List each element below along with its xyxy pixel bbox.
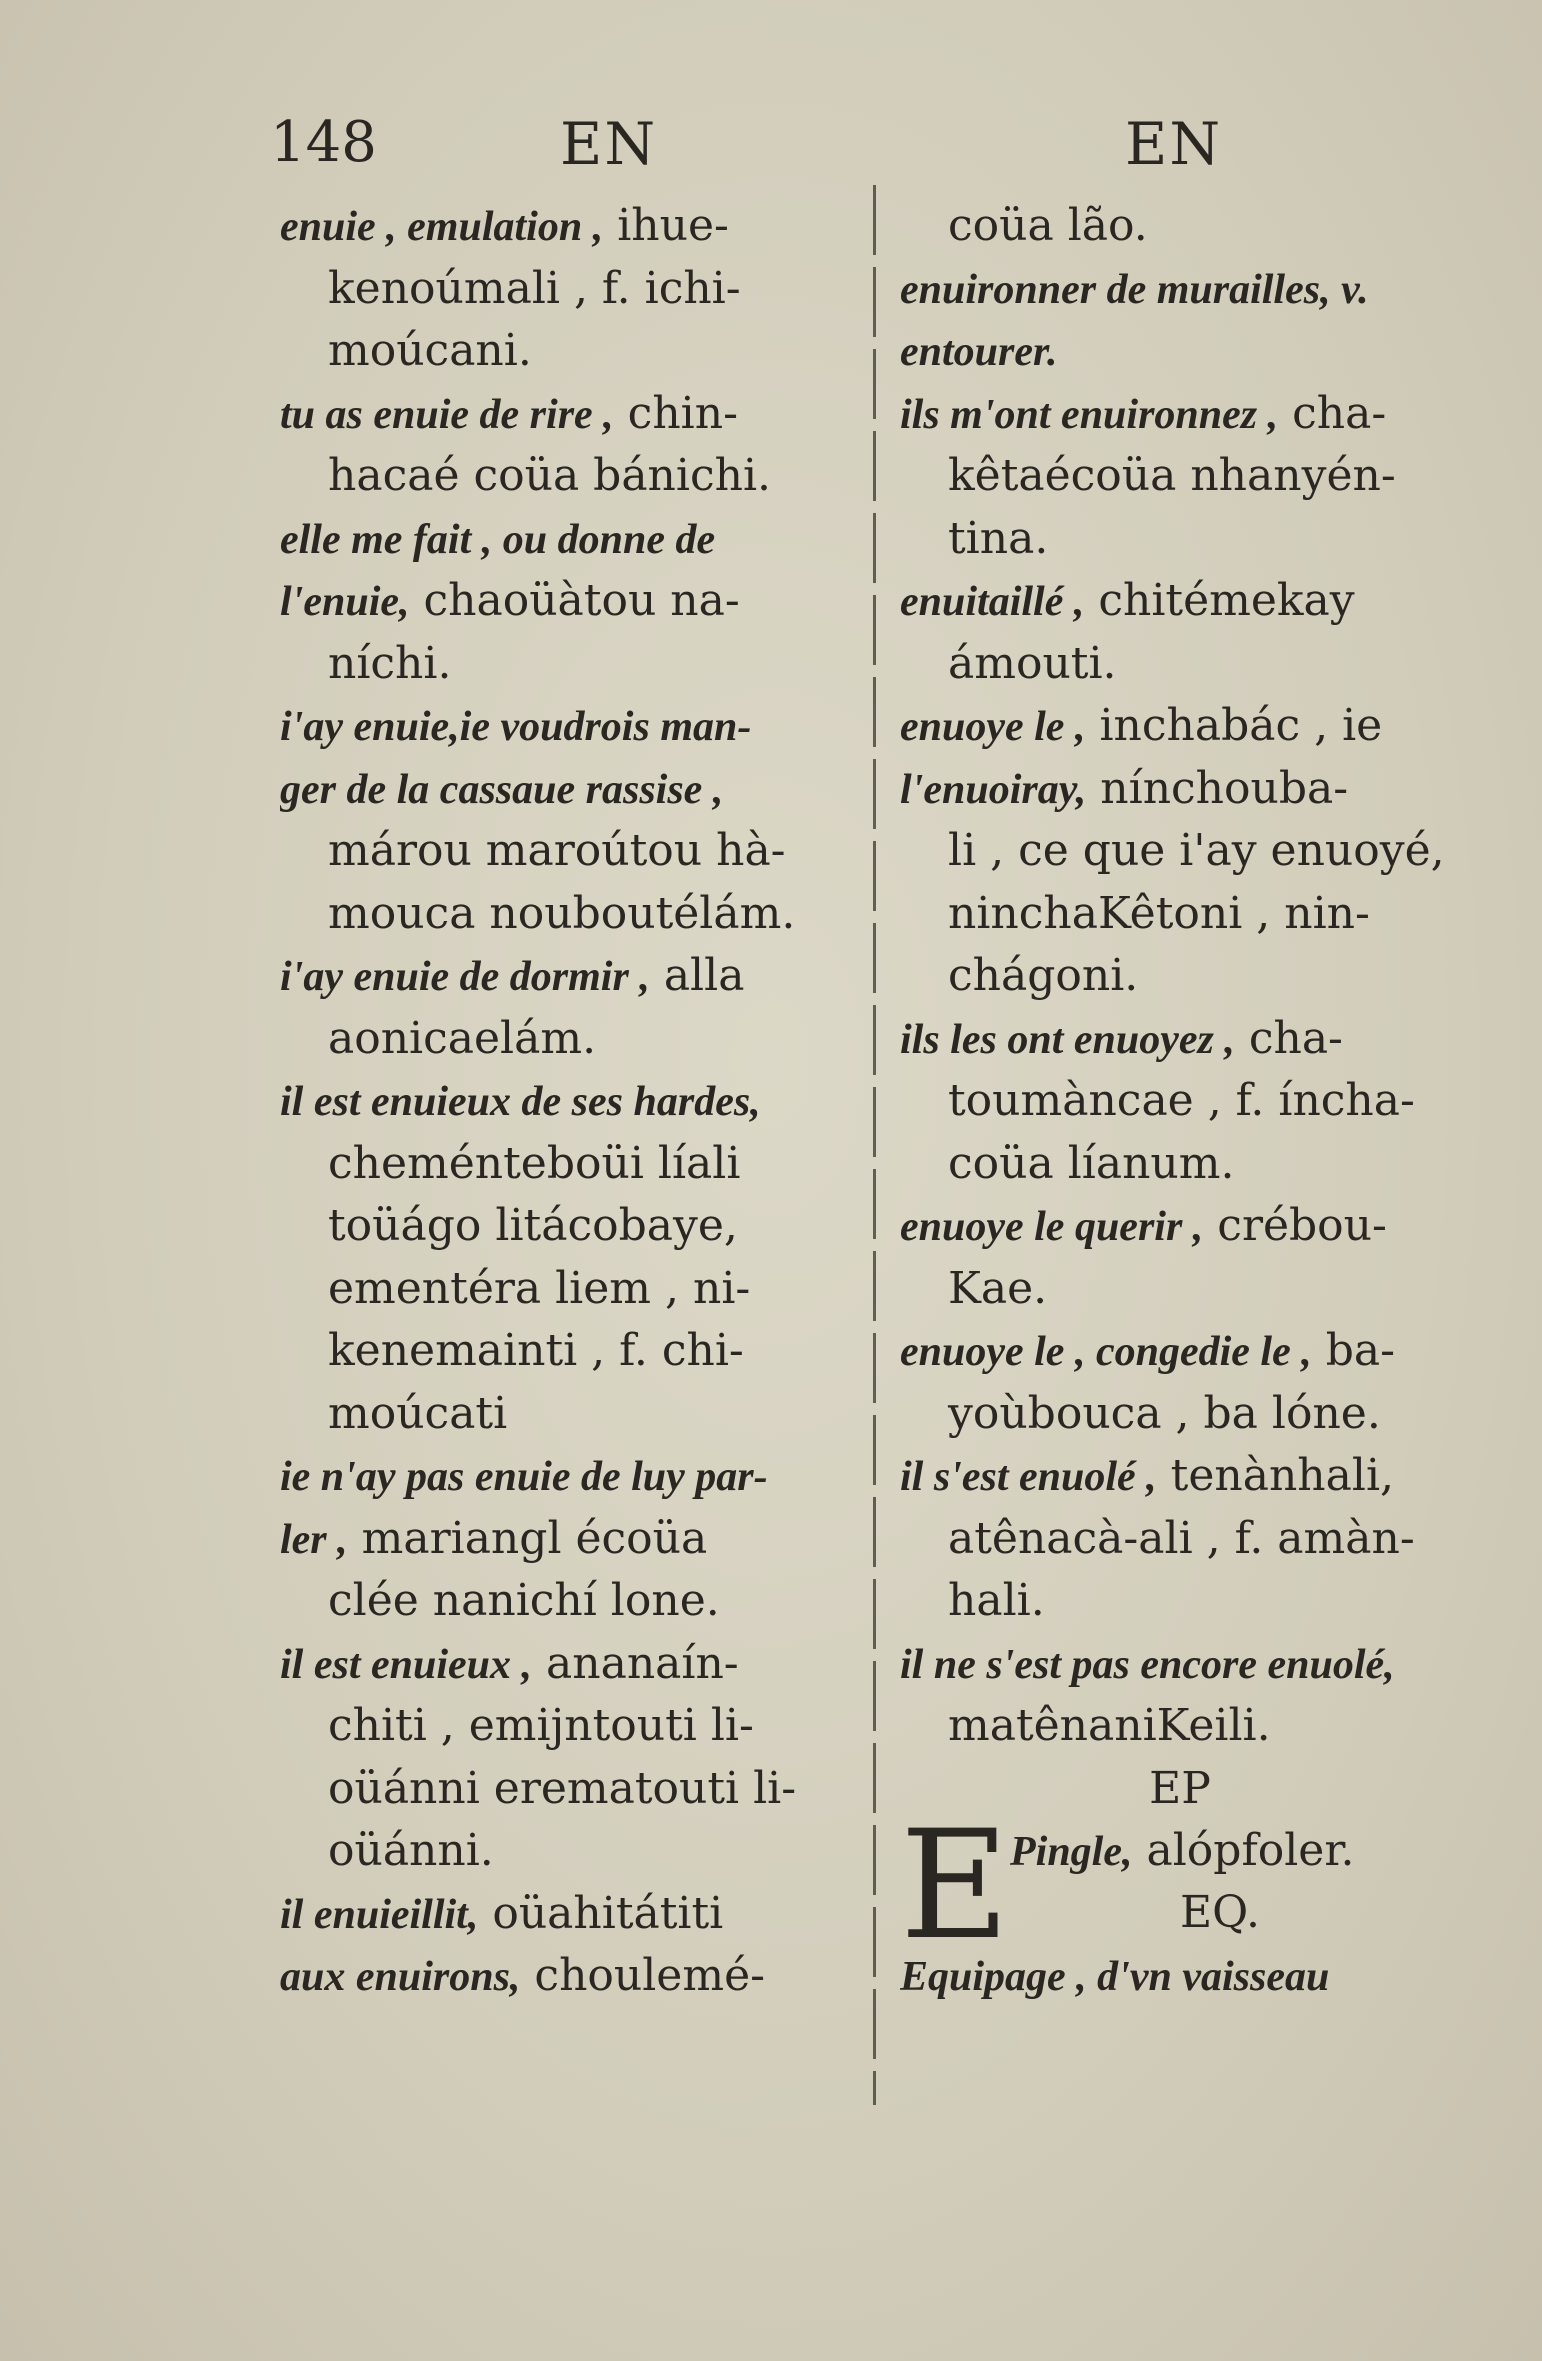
entry-line	[900, 883, 1460, 946]
entry-line	[280, 508, 860, 571]
french-headword: il s'est enuolé ,	[900, 1454, 1157, 1500]
french-headword: i'ay enuie de dormir ,	[280, 954, 650, 1000]
section-heading-eq: EQ.	[1180, 1887, 1260, 1938]
carib-translation: hali.	[948, 1575, 1045, 1626]
carib-translation: kenoúmali , f. ichi-	[328, 262, 741, 314]
carib-translation: nínchouba-	[1086, 762, 1349, 814]
entry-line	[900, 508, 1460, 571]
carib-translation: matênaniKeili.	[948, 1700, 1271, 1751]
carib-translation: cha-	[1278, 387, 1387, 439]
french-headword: tu as enuie de rire ,	[280, 391, 614, 438]
french-headword: Pingle,	[1010, 1829, 1133, 1875]
carib-translation: oüánni.	[328, 1825, 494, 1876]
carib-translation: moúcani.	[328, 325, 532, 376]
french-headword: il est enuieux ,	[280, 1641, 533, 1688]
page-header	[0, 110, 1542, 180]
carib-translation: chaoüàtou na-	[409, 575, 740, 626]
entry-line	[280, 1945, 860, 2008]
entry-line	[280, 1883, 860, 1946]
french-headword: ger de la cassaue rassise ,	[280, 766, 724, 813]
entry-line	[280, 633, 860, 696]
french-headword: enuitaillé ,	[900, 579, 1085, 625]
carib-translation: choulemé-	[520, 1950, 765, 2001]
french-headword: il est enuieux de ses hardes,	[280, 1079, 761, 1125]
entry-line	[280, 1820, 860, 1883]
entry-line	[280, 258, 860, 321]
carib-translation: márou maroútou hà-	[328, 825, 786, 876]
carib-translation: ihue-	[603, 200, 729, 251]
entry-line	[900, 195, 1460, 258]
entry-line	[900, 1633, 1460, 1696]
french-headword: enuie , emulation ,	[280, 204, 604, 250]
french-headword: enuoye le querir ,	[900, 1204, 1204, 1250]
carib-translation: alópfoler.	[1132, 1825, 1355, 1876]
carib-translation: oüahitátiti	[478, 1887, 724, 1939]
carib-translation: coüa líanum.	[948, 1137, 1235, 1189]
column-divider	[873, 185, 876, 2105]
french-headword: elle me fait , ou donne de	[280, 516, 716, 563]
entry-line	[900, 320, 1460, 383]
entry-line	[280, 695, 860, 758]
entry-line	[900, 1570, 1460, 1633]
entry-line	[900, 445, 1460, 508]
entry-line	[280, 570, 860, 633]
entry-line	[280, 1133, 860, 1196]
carib-translation: chin-	[613, 387, 738, 439]
entry-line	[900, 1508, 1460, 1571]
french-headword: il enuieillit,	[280, 1891, 479, 1938]
carib-translation: ananaín-	[532, 1637, 739, 1689]
entry-line	[900, 1445, 1460, 1508]
french-headword: l'enuoiray,	[900, 766, 1087, 813]
entry-line	[900, 383, 1460, 446]
carib-translation: kêtaécoüa nhanyén-	[948, 450, 1396, 501]
entry-line	[280, 1008, 860, 1071]
entry-line	[900, 695, 1460, 758]
entry-line	[900, 1320, 1460, 1383]
french-headword: ils m'ont enuironnez ,	[900, 391, 1279, 438]
entry-line	[280, 445, 860, 508]
entry-line	[280, 1695, 860, 1758]
french-headword: ie n'ay pas enuie de luy par-	[280, 1454, 768, 1500]
section-heading-ep: EP	[1149, 1762, 1211, 1814]
right-column	[900, 195, 1460, 2008]
entry-line	[280, 1258, 860, 1321]
french-headword: enuironner de murailles, v.	[900, 266, 1369, 313]
carib-translation: clée nanichí lone.	[328, 1575, 720, 1626]
french-headword: ils les ont enuoyez ,	[900, 1016, 1235, 1063]
ep-entry-block	[900, 1799, 1460, 1973]
entry-line	[900, 945, 1460, 1008]
french-headword: entourer.	[900, 329, 1058, 375]
entry-line	[280, 883, 860, 946]
entry-line	[900, 633, 1460, 696]
carib-translation: tina.	[948, 512, 1049, 564]
running-head-right: EN	[1125, 110, 1223, 178]
carib-translation: chitémekay	[1084, 575, 1355, 626]
carib-translation: toüágo litácobaye,	[328, 1200, 738, 1251]
carib-translation: hacaé coüa bánichi.	[328, 450, 772, 501]
entry-line	[900, 1008, 1460, 1071]
entry-line	[280, 1758, 860, 1821]
entry-line	[280, 1320, 860, 1383]
french-headword: ler ,	[280, 1516, 348, 1563]
carib-translation: aonicaelám.	[328, 1012, 597, 1064]
carib-translation: ámouti.	[948, 637, 1117, 689]
entry-line	[900, 1195, 1460, 1258]
entry-line	[280, 1070, 860, 1133]
french-headword: Equipage , d'vn vaisseau	[900, 1954, 1330, 2000]
entry-line	[280, 1633, 860, 1696]
entry-line	[900, 820, 1460, 883]
carib-translation: níchi.	[328, 637, 452, 689]
entry-line	[280, 1445, 860, 1508]
carib-translation: chágoni.	[948, 950, 1139, 1001]
carib-translation: toumàncae , f. íncha-	[948, 1075, 1415, 1126]
carib-translation: coüa lão.	[948, 200, 1148, 251]
ep-entry	[1010, 1820, 1355, 1884]
running-head-left: EN	[560, 110, 658, 178]
carib-translation: inchabác , ie	[1085, 700, 1383, 751]
carib-translation: atênacà-ali , f. amàn-	[948, 1512, 1415, 1564]
carib-translation: mouca nouboutélám.	[328, 887, 796, 939]
entry-line	[280, 195, 860, 258]
entry-line	[280, 945, 860, 1008]
entry-line	[280, 758, 860, 821]
carib-translation: crébou-	[1203, 1200, 1387, 1251]
left-column	[280, 195, 860, 2008]
entry-line	[280, 1195, 860, 1258]
entry-line	[280, 1570, 860, 1633]
carib-translation: tenànhali,	[1156, 1450, 1395, 1501]
carib-translation: kenemainti , f. chi-	[328, 1325, 744, 1376]
french-headword: enuoye le , congedie le ,	[900, 1329, 1312, 1375]
page-number: 148	[270, 110, 377, 175]
french-headword: aux enuirons,	[280, 1954, 521, 2000]
carib-translation: ninchaKêtoni , nin-	[948, 887, 1370, 939]
carib-translation: cheménteboüi líali	[328, 1137, 741, 1189]
carib-translation: mariangl écoüa	[347, 1512, 708, 1564]
french-headword: enuoye le ,	[900, 704, 1086, 750]
entry-line	[280, 320, 860, 383]
entry-line	[900, 1133, 1460, 1196]
entry-line	[280, 1383, 860, 1446]
carib-translation: ementéra liem , ni-	[328, 1262, 751, 1314]
entry-line	[900, 1383, 1460, 1446]
carib-translation: yoùbouca , ba lóne.	[948, 1387, 1381, 1439]
french-headword: il ne s'est pas encore enuolé,	[900, 1641, 1395, 1688]
entry-line	[900, 258, 1460, 321]
entry-line	[900, 758, 1460, 821]
entry-line	[900, 1070, 1460, 1133]
carib-translation: chiti , emijntouti li-	[328, 1700, 754, 1751]
entry-line	[900, 1695, 1460, 1758]
drop-cap: E	[900, 1799, 1010, 1973]
entry-line	[900, 570, 1460, 633]
carib-translation: li , ce que i'ay enuoyé,	[948, 825, 1445, 876]
carib-translation: ba-	[1311, 1325, 1395, 1376]
carib-translation: alla	[649, 950, 745, 1001]
entry-line	[280, 820, 860, 883]
carib-translation: Kae.	[948, 1262, 1048, 1314]
french-headword: i'ay enuie,ie voudrois man-	[280, 704, 752, 750]
carib-translation: cha-	[1234, 1012, 1343, 1064]
carib-translation: moúcati	[328, 1387, 508, 1439]
carib-translation: oüánni erematouti li-	[328, 1762, 797, 1814]
french-headword: l'enuie,	[280, 579, 410, 625]
entry-line	[280, 1508, 860, 1571]
entry-line	[900, 1258, 1460, 1321]
entry-line	[280, 383, 860, 446]
